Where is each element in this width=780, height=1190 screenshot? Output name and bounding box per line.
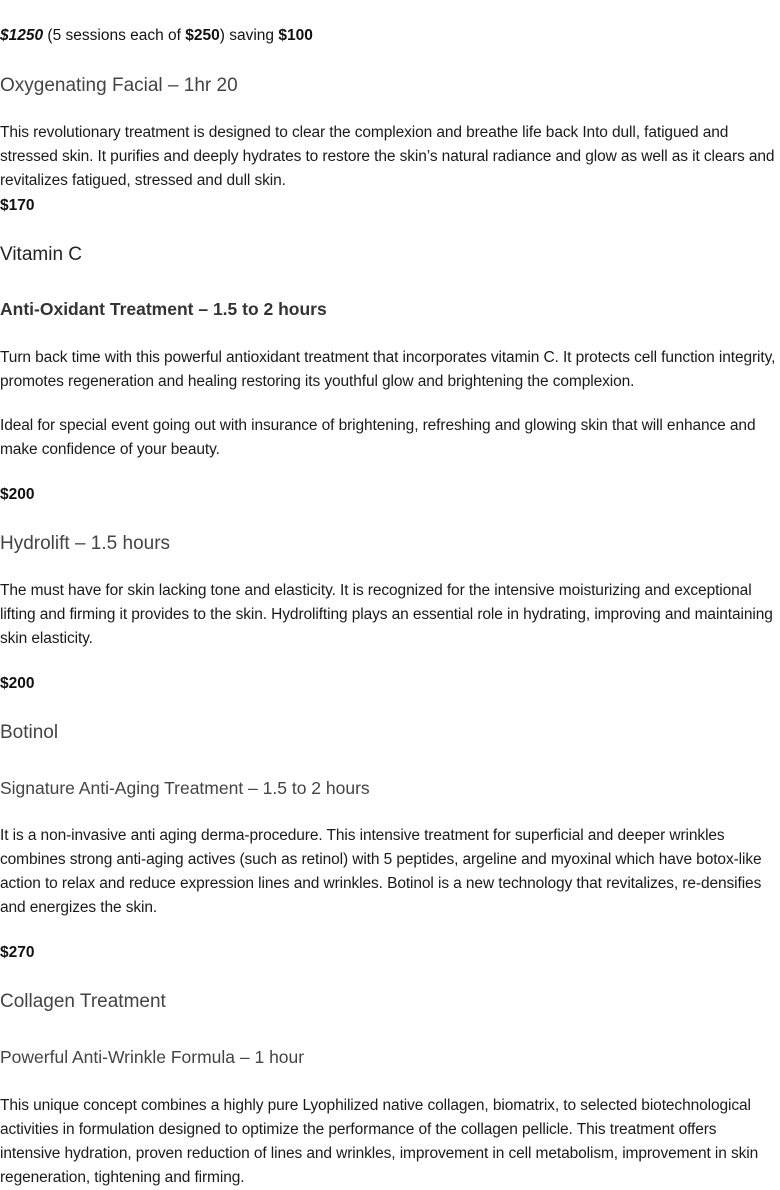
collagen-description: This unique concept combines a highly pure Lyophilized native collagen, biomatrix, to selected biotechnological activities in formulation designed to optimize the performance of the collagen pellicle. This treatment offers intensive hydration, proven reduction of lines and wrinkles, improvement in cell metabolism, improvement in skin regeneration, tightening and firming. [0,1097,759,1186]
botinol-price: $270 [0,944,35,961]
hydrolift-description: The must have for skin lacking tone and elasticity. It is recognized for the intensive moisturizing and exceptional lifting and firming it provides to the skin. Hydrolifting plays an essential role in hydrating, improving and maintaining skin elasticity. [0,582,773,647]
package-saving: $100 [278,27,313,44]
collagen-title: Collagen Treatment [0,991,166,1012]
package-price-line [0,24,313,48]
oxygenating-description: This revolutionary treatment is designed to clear the complexion and breathe life back Into dull, fatigued and stressed skin. It purifies and deeply hydrates to restore the skin’s natural radiance and glow as well as it clears and revitalizes fatigued, stressed and dull skin. [0,124,775,189]
vitamin-c-description-2: Ideal for special event going out with insurance of brightening, refreshing and glowing skin that will enhance and make confidence of your beauty. [0,417,756,458]
hydrolift-title: Hydrolift – 1.5 hours [0,533,171,554]
botinol-description: It is a non-invasive anti aging derma-procedure. This intensive treatment for superficial and deeper wrinkles combines strong anti-aging actives (such as retinol) with 5 peptides, argeline and myoxinal which have botox-like action to relax and reduce expression lines and wrinkles. Botinol is a new technology that revitalizes, re-densifies and energizes the skin. [0,827,762,916]
botinol-subtitle: Signature Anti-Aging Treatment – 1.5 to 2 hours [0,778,370,798]
vitamin-c-title: Vitamin C [0,244,83,265]
oxygenating-price: $170 [0,197,35,214]
vitamin-c-price: $200 [0,486,35,503]
package-close-text: ) saving [219,27,279,44]
package-total: $1250 [0,27,44,44]
package-open-text: (5 sessions each of [47,27,186,44]
botinol-title: Botinol [0,722,59,743]
collagen-subtitle: Powerful Anti-Wrinkle Formula – 1 hour [0,1047,305,1067]
hydrolift-price: $200 [0,675,35,692]
vitamin-c-description: Turn back time with this powerful antioxidant treatment that incorporates vitamin C. It protects cell function integrity, promotes regeneration and healing restoring its youthful glow and brightening the complexion. [0,349,776,390]
vitamin-c-subtitle: Anti-Oxidant Treatment – 1.5 to 2 hours [0,299,327,319]
package-session-price: $250 [185,27,220,44]
oxygenating-title: Oxygenating Facial – 1hr 20 [0,75,238,96]
